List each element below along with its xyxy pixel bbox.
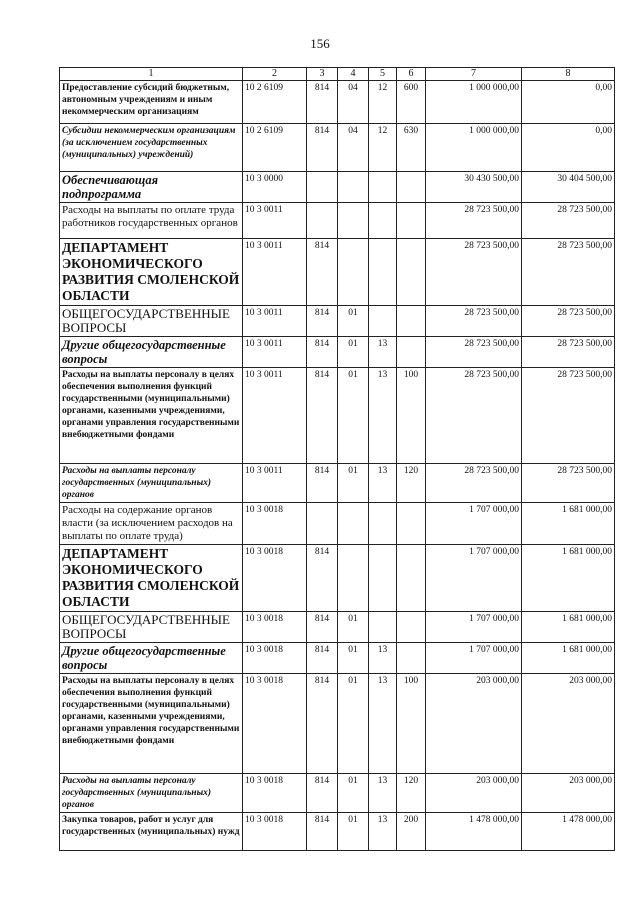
amount-1-cell: 28 723 500,00 xyxy=(426,337,522,368)
row-label: Расходы на содержание органов власти (за исключением расходов на выплаты по оплате труда) xyxy=(62,504,233,542)
target-code-cell: 10 3 0011 xyxy=(243,368,307,464)
table-row xyxy=(60,643,615,674)
table-row xyxy=(60,464,615,503)
row-name-cell xyxy=(60,203,243,239)
amount-2-cell: 203 000,00 xyxy=(522,674,615,774)
pr-code-cell xyxy=(369,612,397,643)
gr-code-cell: 814 xyxy=(307,643,338,674)
rz-code-cell xyxy=(338,239,369,306)
vr-code-cell xyxy=(397,503,426,545)
target-code-cell: 10 3 0018 xyxy=(243,774,307,813)
row-name-cell xyxy=(60,81,243,124)
row-label: ДЕПАРТАМЕНТ ЭКОНОМИЧЕСКОГО РАЗВИТИЯ СМОЛЕНСКОЙ ОБЛАСТИ xyxy=(62,546,240,609)
gr-code-cell: 814 xyxy=(307,813,338,851)
budget-table xyxy=(59,67,615,851)
row-label: Субсидии некоммерческим организациям (за исключением государственных (муниципальных) учреждений) xyxy=(62,126,236,160)
pr-code-cell xyxy=(369,203,397,239)
target-code-cell: 10 2 6109 xyxy=(243,81,307,124)
vr-code-cell: 600 xyxy=(397,81,426,124)
rz-code-cell: 01 xyxy=(338,774,369,813)
row-label: ОБЩЕГОСУДАРСТВЕННЫЕ ВОПРОСЫ xyxy=(62,306,230,335)
amount-2-cell: 28 723 500,00 xyxy=(522,306,615,337)
header-cell: 6 xyxy=(397,68,426,81)
amount-2-cell: 28 723 500,00 xyxy=(522,337,615,368)
row-label: ДЕПАРТАМЕНТ ЭКОНОМИЧЕСКОГО РАЗВИТИЯ СМОЛЕНСКОЙ ОБЛАСТИ xyxy=(62,240,240,303)
rz-code-cell: 01 xyxy=(338,643,369,674)
vr-code-cell xyxy=(397,203,426,239)
target-code-cell: 10 3 0018 xyxy=(243,545,307,612)
gr-code-cell: 814 xyxy=(307,368,338,464)
pr-code-cell: 13 xyxy=(369,368,397,464)
row-label: Расходы на выплаты персоналу государственных (муниципальных) органов xyxy=(62,776,212,810)
row-label: Другие общегосударственные вопросы xyxy=(62,338,226,366)
gr-code-cell: 814 xyxy=(307,774,338,813)
amount-1-cell: 28 723 500,00 xyxy=(426,306,522,337)
pr-code-cell xyxy=(369,503,397,545)
table-row xyxy=(60,545,615,612)
target-code-cell: 10 3 0000 xyxy=(243,172,307,203)
row-label: Обеспечивающая подпрограмма xyxy=(62,173,159,201)
vr-code-cell: 120 xyxy=(397,774,426,813)
rz-code-cell xyxy=(338,172,369,203)
pr-code-cell xyxy=(369,306,397,337)
vr-code-cell: 100 xyxy=(397,368,426,464)
table-row xyxy=(60,368,615,464)
row-name-cell xyxy=(60,337,243,368)
rz-code-cell: 04 xyxy=(338,81,369,124)
target-code-cell: 10 3 0018 xyxy=(243,503,307,545)
amount-1-cell: 1 478 000,00 xyxy=(426,813,522,851)
vr-code-cell xyxy=(397,612,426,643)
header-cell: 8 xyxy=(522,68,615,81)
row-name-cell xyxy=(60,545,243,612)
header-cell: 7 xyxy=(426,68,522,81)
amount-1-cell: 30 430 500,00 xyxy=(426,172,522,203)
pr-code-cell: 13 xyxy=(369,337,397,368)
row-label: Расходы на выплаты по оплате труда работников государственных органов xyxy=(62,204,238,229)
target-code-cell: 10 3 0018 xyxy=(243,612,307,643)
gr-code-cell xyxy=(307,172,338,203)
vr-code-cell xyxy=(397,545,426,612)
row-name-cell xyxy=(60,172,243,203)
amount-1-cell: 28 723 500,00 xyxy=(426,464,522,503)
amount-2-cell: 30 404 500,00 xyxy=(522,172,615,203)
table-row xyxy=(60,674,615,774)
amount-1-cell: 1 707 000,00 xyxy=(426,545,522,612)
row-label: ОБЩЕГОСУДАРСТВЕННЫЕ ВОПРОСЫ xyxy=(62,612,230,641)
amount-1-cell: 28 723 500,00 xyxy=(426,203,522,239)
header-cell: 1 xyxy=(60,68,243,81)
gr-code-cell: 814 xyxy=(307,545,338,612)
rz-code-cell: 01 xyxy=(338,337,369,368)
rz-code-cell xyxy=(338,503,369,545)
vr-code-cell: 630 xyxy=(397,124,426,172)
vr-code-cell: 100 xyxy=(397,674,426,774)
rz-code-cell xyxy=(338,203,369,239)
header-cell: 3 xyxy=(307,68,338,81)
amount-2-cell: 28 723 500,00 xyxy=(522,464,615,503)
vr-code-cell: 120 xyxy=(397,464,426,503)
target-code-cell: 10 3 0018 xyxy=(243,813,307,851)
header-cell: 5 xyxy=(369,68,397,81)
target-code-cell: 10 3 0011 xyxy=(243,337,307,368)
pr-code-cell xyxy=(369,239,397,306)
row-label: Закупка товаров, работ и услуг для государственных (муниципальных) нужд xyxy=(62,815,240,837)
amount-2-cell: 1 478 000,00 xyxy=(522,813,615,851)
rz-code-cell: 01 xyxy=(338,813,369,851)
table-body xyxy=(60,68,615,851)
target-code-cell: 10 3 0011 xyxy=(243,203,307,239)
table-row xyxy=(60,774,615,813)
vr-code-cell xyxy=(397,239,426,306)
rz-code-cell xyxy=(338,545,369,612)
amount-1-cell: 1 707 000,00 xyxy=(426,503,522,545)
pr-code-cell: 12 xyxy=(369,124,397,172)
row-label: Расходы на выплаты персоналу государственных (муниципальных) органов xyxy=(62,466,212,500)
gr-code-cell: 814 xyxy=(307,612,338,643)
amount-1-cell: 203 000,00 xyxy=(426,674,522,774)
amount-2-cell: 28 723 500,00 xyxy=(522,368,615,464)
row-name-cell xyxy=(60,774,243,813)
table-row xyxy=(60,239,615,306)
amount-2-cell: 1 681 000,00 xyxy=(522,545,615,612)
amount-1-cell: 28 723 500,00 xyxy=(426,239,522,306)
table-row xyxy=(60,81,615,124)
row-name-cell xyxy=(60,813,243,851)
target-code-cell: 10 3 0011 xyxy=(243,464,307,503)
gr-code-cell xyxy=(307,503,338,545)
vr-code-cell xyxy=(397,337,426,368)
rz-code-cell: 01 xyxy=(338,464,369,503)
row-name-cell xyxy=(60,368,243,464)
target-code-cell: 10 3 0018 xyxy=(243,674,307,774)
amount-1-cell: 203 000,00 xyxy=(426,774,522,813)
pr-code-cell: 13 xyxy=(369,813,397,851)
row-label: Расходы на выплаты персоналу в целях обеспечения выполнения функций государственными (муниципальными) органами, казенными учреждениями, органами управления государственными внебюджетными фондами xyxy=(62,370,240,440)
pr-code-cell: 13 xyxy=(369,674,397,774)
gr-code-cell: 814 xyxy=(307,674,338,774)
table-row xyxy=(60,124,615,172)
table-row xyxy=(60,337,615,368)
row-label: Другие общегосударственные вопросы xyxy=(62,644,226,672)
amount-2-cell: 28 723 500,00 xyxy=(522,239,615,306)
rz-code-cell: 01 xyxy=(338,368,369,464)
amount-2-cell: 0,00 xyxy=(522,124,615,172)
pr-code-cell: 12 xyxy=(369,81,397,124)
rz-code-cell: 01 xyxy=(338,674,369,774)
rz-code-cell: 01 xyxy=(338,306,369,337)
header-cell: 4 xyxy=(338,68,369,81)
amount-2-cell: 1 681 000,00 xyxy=(522,643,615,674)
row-name-cell xyxy=(60,674,243,774)
amount-1-cell: 1 000 000,00 xyxy=(426,124,522,172)
row-name-cell xyxy=(60,612,243,643)
amount-2-cell: 1 681 000,00 xyxy=(522,503,615,545)
target-code-cell: 10 2 6109 xyxy=(243,124,307,172)
table-row xyxy=(60,813,615,851)
target-code-cell: 10 3 0011 xyxy=(243,239,307,306)
row-name-cell xyxy=(60,239,243,306)
gr-code-cell: 814 xyxy=(307,464,338,503)
gr-code-cell: 814 xyxy=(307,81,338,124)
pr-code-cell: 13 xyxy=(369,774,397,813)
pr-code-cell: 13 xyxy=(369,643,397,674)
vr-code-cell xyxy=(397,172,426,203)
gr-code-cell: 814 xyxy=(307,337,338,368)
row-name-cell xyxy=(60,503,243,545)
row-name-cell xyxy=(60,643,243,674)
amount-1-cell: 1 707 000,00 xyxy=(426,612,522,643)
amount-1-cell: 28 723 500,00 xyxy=(426,368,522,464)
amount-2-cell: 203 000,00 xyxy=(522,774,615,813)
pr-code-cell: 13 xyxy=(369,464,397,503)
gr-code-cell: 814 xyxy=(307,124,338,172)
gr-code-cell: 814 xyxy=(307,239,338,306)
gr-code-cell: 814 xyxy=(307,306,338,337)
header-cell: 2 xyxy=(243,68,307,81)
table-row xyxy=(60,612,615,643)
amount-2-cell: 0,00 xyxy=(522,81,615,124)
row-name-cell xyxy=(60,306,243,337)
amount-1-cell: 1 707 000,00 xyxy=(426,643,522,674)
table-row xyxy=(60,306,615,337)
amount-1-cell: 1 000 000,00 xyxy=(426,81,522,124)
pr-code-cell xyxy=(369,172,397,203)
vr-code-cell xyxy=(397,306,426,337)
table-row xyxy=(60,503,615,545)
row-label: Предоставление субсидий бюджетным, автономным учреждениям и иным некоммерческим организациям xyxy=(62,83,230,117)
target-code-cell: 10 3 0011 xyxy=(243,306,307,337)
amount-2-cell: 28 723 500,00 xyxy=(522,203,615,239)
vr-code-cell: 200 xyxy=(397,813,426,851)
table-header-row xyxy=(60,68,615,81)
amount-2-cell: 1 681 000,00 xyxy=(522,612,615,643)
target-code-cell: 10 3 0018 xyxy=(243,643,307,674)
row-name-cell xyxy=(60,124,243,172)
page-number: 156 xyxy=(310,36,330,51)
table-row xyxy=(60,172,615,203)
row-name-cell xyxy=(60,464,243,503)
pr-code-cell xyxy=(369,545,397,612)
rz-code-cell: 04 xyxy=(338,124,369,172)
row-label: Расходы на выплаты персоналу в целях обеспечения выполнения функций государственными (муниципальными) органами, казенными учреждениями, органами управления государственными внебюджетными фондами xyxy=(62,676,240,746)
rz-code-cell: 01 xyxy=(338,612,369,643)
vr-code-cell xyxy=(397,643,426,674)
table-row xyxy=(60,203,615,239)
gr-code-cell xyxy=(307,203,338,239)
